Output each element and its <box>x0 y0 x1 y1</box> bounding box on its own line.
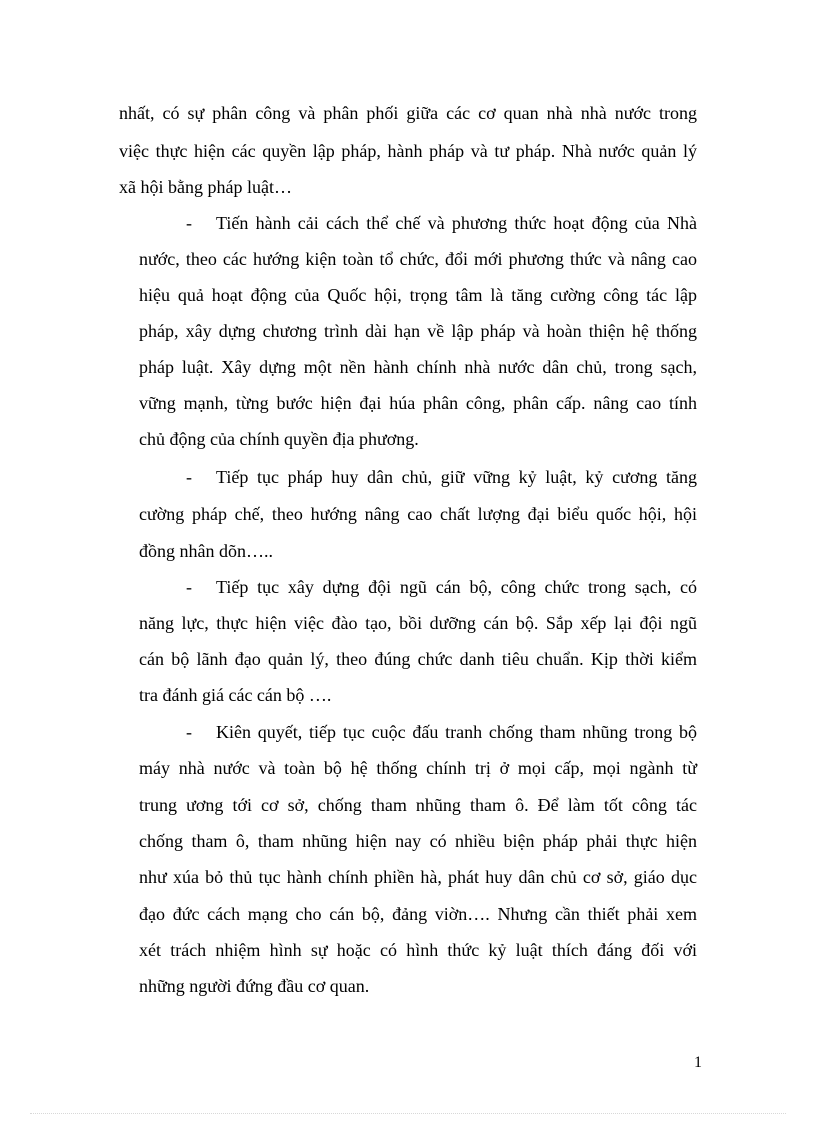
text-line: xã hội bằng pháp luật… <box>119 177 292 197</box>
text-line: Tiến hành cải cách thể chế và phương thức hoạt động của Nhà <box>216 213 697 233</box>
text-line: pháp, xây dựng chương trình dài hạn về lập pháp và hoàn thiện hệ thống <box>139 321 697 341</box>
text-line: máy nhà nước và toàn bộ hệ thống chính trị ở mọi cấp, mọi ngành từ <box>139 758 697 778</box>
bullet-dash: - <box>186 722 192 742</box>
text-line: cán bộ lãnh đạo quản lý, theo đúng chức danh tiêu chuẩn. Kịp thời kiểm <box>139 649 697 669</box>
text-line: nhất, có sự phân công và phân phối giữa các cơ quan nhà nhà nước trong <box>119 103 697 123</box>
bullet-dash: - <box>186 577 192 597</box>
text-line: hiệu quả hoạt động của Quốc hội, trọng tâm là tăng cường công tác lập <box>139 285 697 305</box>
text-line: năng lực, thực hiện việc đào tạo, bồi dưỡng cán bộ. Sắp xếp lại đội ngũ <box>139 613 697 633</box>
text-line: những người đứng đầu cơ quan. <box>139 976 370 996</box>
bullet-dash: - <box>186 467 192 487</box>
text-line: như xúa bỏ thủ tục hành chính phiền hà, phát huy dân chủ cơ sở, giáo dục <box>139 867 697 887</box>
text-line: tra đánh giá các cán bộ …. <box>139 685 332 705</box>
text-line: chống tham ô, tham nhũng hiện nay có nhiều biện pháp phải thực hiện <box>139 831 697 851</box>
text-line: vững mạnh, từng bước hiện đại húa phân công, phân cấp. nâng cao tính <box>139 393 697 413</box>
text-line: Tiếp tục xây dựng đội ngũ cán bộ, công chức trong sạch, có <box>216 577 697 597</box>
text-line: Tiếp tục pháp huy dân chủ, giữ vững kỷ luật, kỷ cương tăng <box>216 467 697 487</box>
text-line: việc thực hiện các quyền lập pháp, hành pháp và tư pháp. Nhà nước quản lý <box>119 141 697 161</box>
bullet-dash: - <box>186 213 192 233</box>
text-line: đạo đức cách mạng cho cán bộ, đảng viờn…. Nhưng cần thiết phải xem <box>139 904 697 924</box>
footer-divider <box>30 1113 786 1114</box>
text-line: chủ động của chính quyền địa phương. <box>139 429 419 449</box>
text-line: đồng nhân dõn….. <box>139 541 273 561</box>
text-line: nước, theo các hướng kiện toàn tổ chức, đổi mới phương thức và nâng cao <box>139 249 697 269</box>
text-line: Kiên quyết, tiếp tục cuộc đấu tranh chống tham nhũng trong bộ <box>216 722 697 742</box>
text-line: xét trách nhiệm hình sự hoặc có hình thức kỷ luật thích đáng đối với <box>139 940 697 960</box>
text-line: cường pháp chế, theo hướng nâng cao chất lượng đại biểu quốc hội, hội <box>139 504 697 524</box>
text-line: trung ương tới cơ sở, chống tham nhũng tham ô. Để làm tốt công tác <box>139 795 697 815</box>
text-line: pháp luật. Xây dựng một nền hành chính nhà nước dân chủ, trong sạch, <box>139 357 697 377</box>
page-number: 1 <box>694 1054 702 1071</box>
